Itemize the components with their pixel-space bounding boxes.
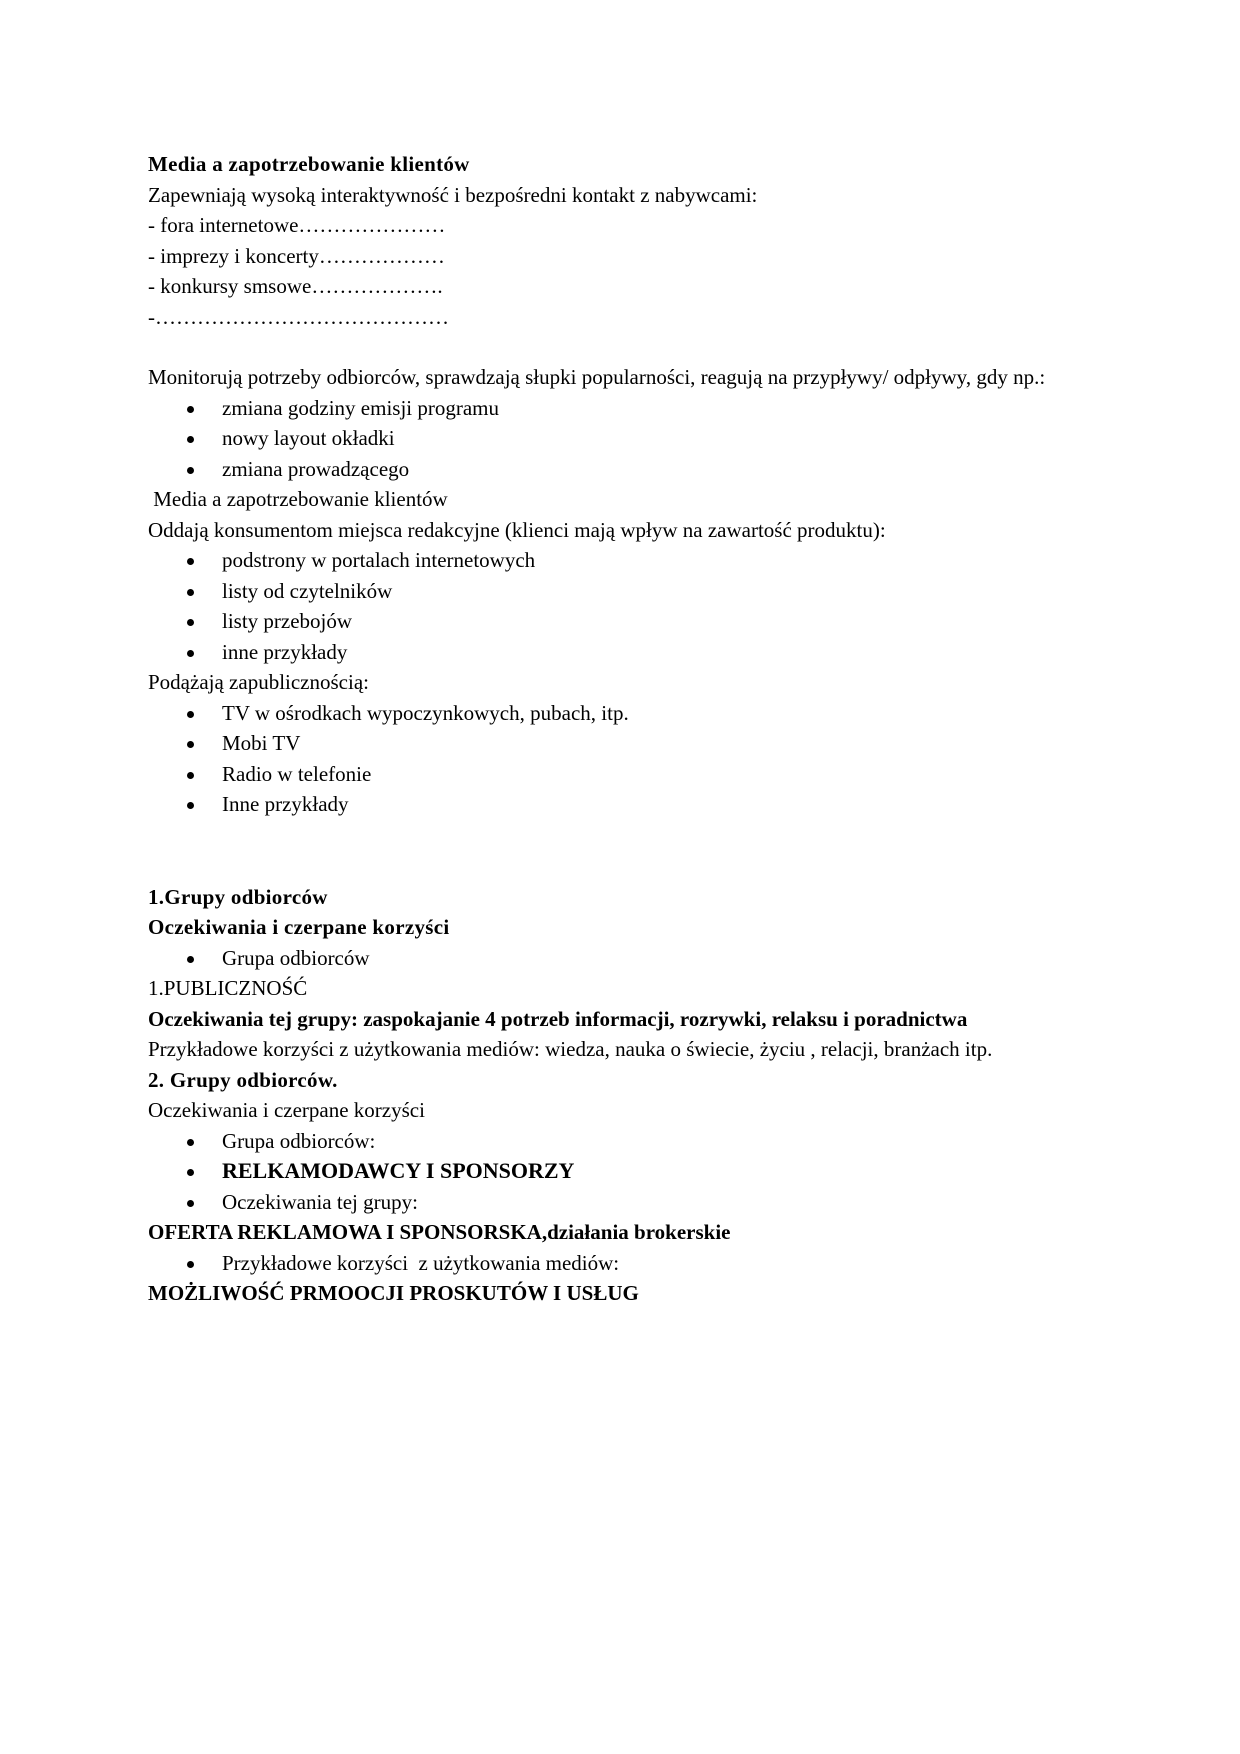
section-intro: Podążają zapublicznością: (148, 670, 369, 694)
list-item: podstrony w portalach internetowych (148, 545, 1108, 576)
list-item: listy od czytelników (148, 576, 1108, 607)
list-item: Grupa odbiorców (148, 943, 1108, 974)
list-item: Przykładowe korzyści z użytkowania mediów: (148, 1248, 1108, 1279)
bullet-list (148, 943, 1108, 974)
section-heading: 1.Grupy odbiorców (148, 884, 328, 909)
list-item: TV w ośrodkach wypoczynkowych, pubach, itp. (148, 698, 1108, 729)
list-item: Radio w telefonie (148, 759, 1108, 790)
list-item: inne przykłady (148, 637, 1108, 668)
section-title: Media a zapotrzebowanie klientów (148, 487, 448, 511)
monitoring-paragraph: Monitorują potrzeby odbiorców, sprawdzają słupki popularności, reagują na przypływy/ odpływy, gdy np.: (148, 365, 1046, 389)
bullet-list (148, 545, 1108, 667)
bullet-list (148, 1126, 1108, 1218)
list-item: Mobi TV (148, 728, 1108, 759)
bullet-list (148, 393, 1108, 485)
list-item: Grupa odbiorców: (148, 1126, 1108, 1157)
document-body (148, 149, 1108, 1309)
list-item: zmiana godziny emisji programu (148, 393, 1108, 424)
bullet-list (148, 1248, 1108, 1279)
section-intro: Oddają konsumentom miejsca redakcyjne (klienci mają wpływ na zawartość produktu): (148, 517, 886, 542)
list-item: zmiana prowadzącego (148, 454, 1108, 485)
group-name: 1.PUBLICZNOŚĆ (148, 976, 308, 1000)
dash-item: - fora internetowe………………… (148, 213, 446, 237)
section-subheading: Oczekiwania i czerpane korzyści (148, 1098, 425, 1122)
spacer (148, 820, 1108, 882)
list-item: nowy layout okładki (148, 423, 1108, 454)
list-item: Oczekiwania tej grupy: (148, 1187, 1108, 1218)
result-text: MOŻLIWOŚĆ PRMOOCJI PROSKUTÓW I USŁUG (148, 1281, 639, 1305)
section-intro: Zapewniają wysoką interaktywność i bezpośredni kontakt z nabywcami: (148, 182, 758, 207)
section-subheading: Oczekiwania i czerpane korzyści (148, 915, 450, 939)
list-item: RELKAMODAWCY I SPONSORZY (148, 1156, 1108, 1187)
spacer (148, 332, 1108, 362)
offer-text: OFERTA REKLAMOWA I SPONSORSKA,działania brokerskie (148, 1220, 731, 1244)
section-title: Media a zapotrzebowanie klientów (148, 152, 470, 176)
dash-item: - konkursy smsowe………………. (148, 274, 443, 298)
section-heading: 2. Grupy odbiorców. (148, 1067, 338, 1092)
group-expectations: Oczekiwania tej grupy: zaspokajanie 4 potrzeb informacji, rozrywki, relaksu i poradnictwa (148, 1006, 968, 1031)
dash-item: - imprezy i koncerty……………… (148, 243, 445, 268)
list-item: listy przebojów (148, 606, 1108, 637)
bullet-list (148, 698, 1108, 820)
list-item: Inne przykłady (148, 789, 1108, 820)
group-benefits: Przykładowe korzyści z użytkowania mediów: wiedza, nauka o świecie, życiu , relacji, branżach itp. (148, 1037, 993, 1061)
dash-item: -…………………………………… (148, 304, 449, 329)
